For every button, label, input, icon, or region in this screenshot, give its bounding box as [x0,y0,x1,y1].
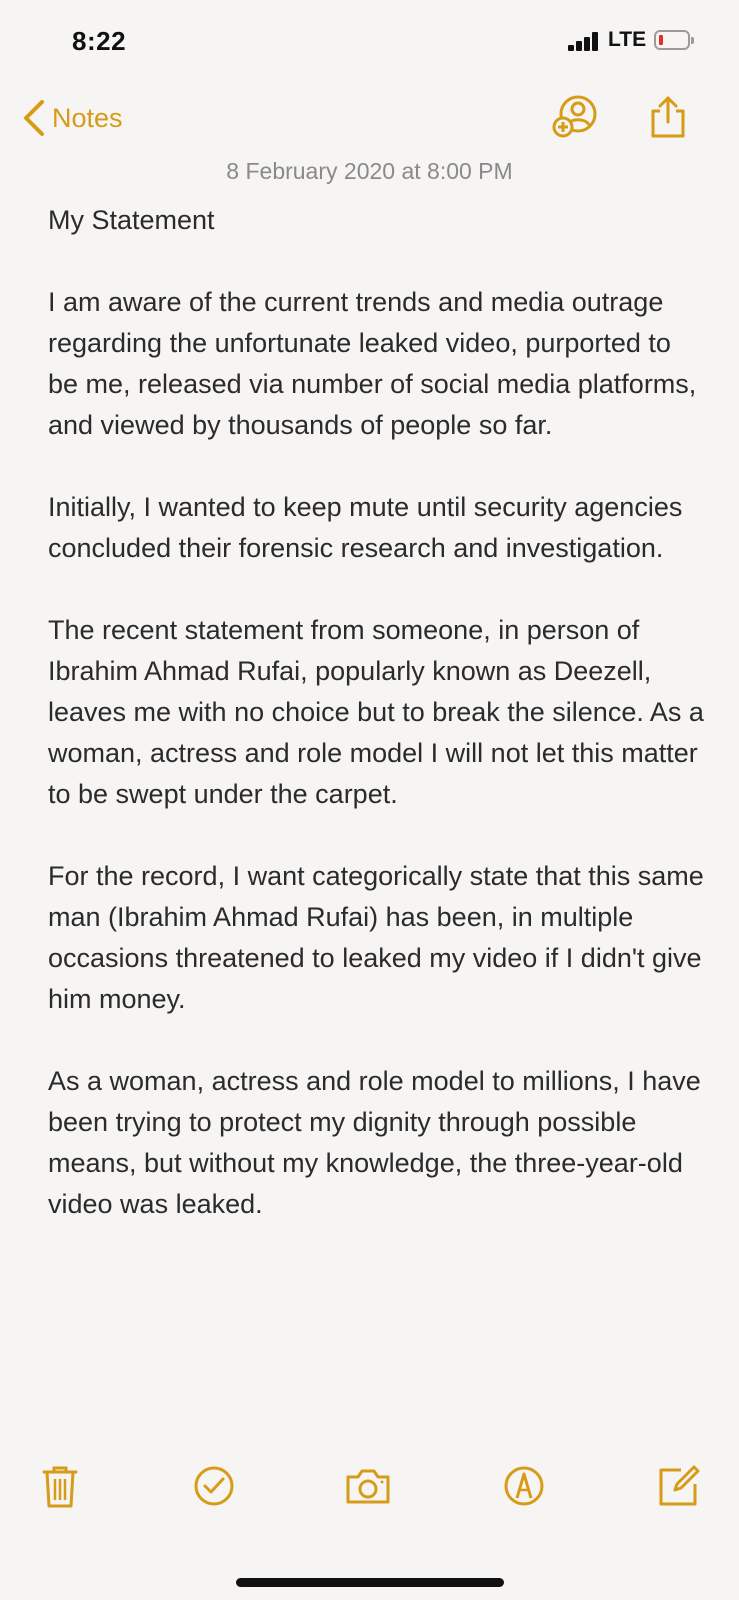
camera-icon[interactable] [344,1462,392,1510]
note-title: My Statement [48,205,215,235]
note-paragraph: For the record, I want categorically state that this same man (Ibrahim Ahmad Rufai) has been, in multiple occasions threatened to leaked my video if I didn't give him money. [48,861,704,1014]
markup-icon[interactable] [500,1462,548,1510]
share-icon[interactable] [645,94,691,140]
trash-icon[interactable] [36,1462,84,1510]
back-button[interactable] [20,96,123,140]
note-paragraph: Initially, I wanted to keep mute until security agencies concluded their forensic research and investigation. [48,492,683,563]
checklist-icon[interactable] [190,1462,238,1510]
status-bar [0,0,739,80]
status-time: 8:22 [72,26,127,56]
note-paragraph: As a woman, actress and role model to millions, I have been trying to protect my dignity through possible means, but without my knowledge, the three-year-old video was leaked. [48,1066,701,1219]
note-paragraph: The recent statement from someone, in person of Ibrahim Ahmad Rufai, popularly known as Deezell, leaves me with no choice but to break the silence. As a woman, actress and role model I will not let this matter to be swept under the carpet. [48,615,704,809]
battery-icon [654,30,690,50]
note-date: 8 February 2020 at 8:00 PM [226,158,513,184]
chevron-left-icon [20,96,50,140]
note-paragraph: I am aware of the current trends and media outrage regarding the unfortunate leaked video, purported to be me, released via number of social media platforms, and viewed by thousands of people so far. [48,287,697,440]
back-button-label: Notes [52,102,123,133]
bottom-toolbar [0,1462,739,1522]
compose-icon[interactable] [655,1462,703,1510]
note-body[interactable] [48,200,708,1266]
home-indicator[interactable] [236,1578,504,1587]
add-people-icon[interactable] [552,94,598,140]
network-type: LTE [608,28,647,51]
nav-bar [0,90,739,150]
signal-strength-icon [568,31,600,51]
